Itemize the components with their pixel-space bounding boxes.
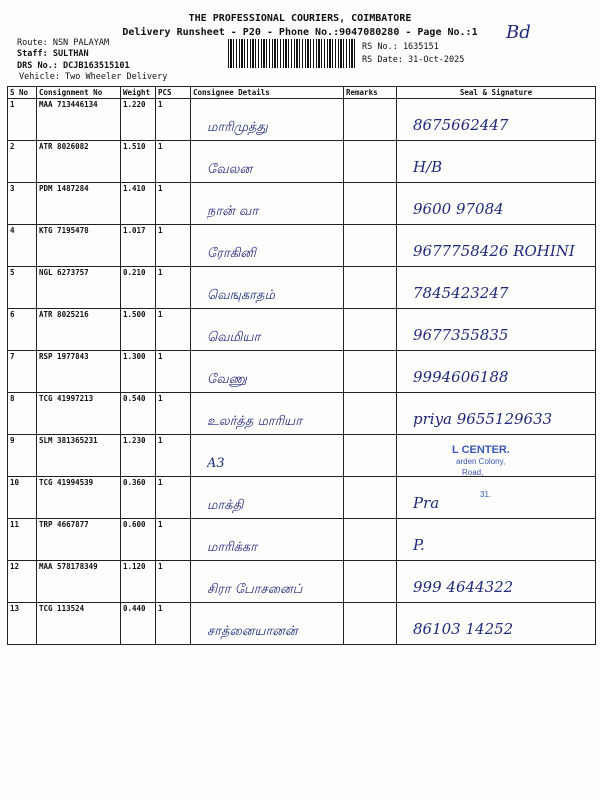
handwritten-signature: 9677758426 ROHINI [413, 242, 575, 260]
table-row [8, 351, 596, 393]
cell-signature [397, 99, 596, 141]
table-header-row [8, 87, 596, 99]
cell-weight: 1.510 [121, 141, 156, 183]
cell-pcs: 1 [156, 141, 191, 183]
cell-weight: 1.220 [121, 99, 156, 141]
handwritten-consignee: ரோகினி [207, 246, 256, 261]
table-row [8, 519, 596, 561]
cell-consignment: TCG 113524 [37, 603, 121, 645]
cell-weight: 1.410 [121, 183, 156, 225]
cell-consignee [191, 225, 344, 267]
handwritten-consignee: வெஙுகாதம் [207, 288, 275, 303]
cell-signature [397, 183, 596, 225]
cell-weight: 1.300 [121, 351, 156, 393]
table-row [8, 603, 596, 645]
handwritten-consignee: A3 [207, 456, 225, 471]
cell-signature [397, 519, 596, 561]
cell-sno: 7 [8, 351, 37, 393]
handwritten-signature: P. [413, 536, 425, 554]
cell-sno: 4 [8, 225, 37, 267]
cell-remarks [344, 393, 397, 435]
rs-date: RS Date: 31-Oct-2025 [362, 55, 465, 65]
cell-signature [397, 561, 596, 603]
cell-consignment: ATR 8025216 [37, 309, 121, 351]
handwritten-signature: Pra [413, 494, 440, 512]
cell-weight: 1.017 [121, 225, 156, 267]
col-weight: Weight [121, 87, 156, 99]
cell-consignee [191, 603, 344, 645]
cell-sno: 8 [8, 393, 37, 435]
cell-weight: 0.360 [121, 477, 156, 519]
cell-remarks [344, 519, 397, 561]
handwritten-consignee: மாரிக்கா [207, 540, 258, 555]
cell-signature [397, 267, 596, 309]
company-name: THE PROFESSIONAL COURIERS, COIMBATORE [188, 13, 412, 24]
cell-sno: 3 [8, 183, 37, 225]
table-row [8, 393, 596, 435]
cell-weight: 1.230 [121, 435, 156, 477]
col-sno: S No [8, 87, 37, 99]
cell-signature [397, 603, 596, 645]
cell-consignment: ATR 8026082 [37, 141, 121, 183]
table-row [8, 477, 596, 519]
table-body [8, 99, 596, 645]
cell-consignee [191, 183, 344, 225]
handwritten-consignee: வெமியா [207, 330, 261, 345]
cell-weight: 0.210 [121, 267, 156, 309]
runsheet-subtitle: Delivery Runsheet - P20 - Phone No.:9047080280 - Page No.:1 [122, 27, 478, 38]
cell-pcs: 1 [156, 561, 191, 603]
cell-sno: 6 [8, 309, 37, 351]
cell-pcs: 1 [156, 393, 191, 435]
cell-remarks [344, 477, 397, 519]
handwritten-consignee: வேலன [207, 162, 253, 177]
handwritten-signature: priya 9655129633 [413, 410, 553, 428]
table-row [8, 99, 596, 141]
handwritten-consignee: வேணு [207, 372, 247, 387]
cell-signature [397, 309, 596, 351]
cell-weight: 0.540 [121, 393, 156, 435]
barcode [228, 39, 356, 68]
cell-sno: 2 [8, 141, 37, 183]
cell-pcs: 1 [156, 477, 191, 519]
cell-consignee [191, 141, 344, 183]
col-pcs: PCS [156, 87, 191, 99]
cell-consignment: MAA 713446134 [37, 99, 121, 141]
table-row [8, 141, 596, 183]
cell-remarks [344, 603, 397, 645]
cell-consignee [191, 561, 344, 603]
cell-consignee [191, 435, 344, 477]
table-row [8, 183, 596, 225]
handwritten-signature: 86103 14252 [413, 620, 514, 638]
cell-consignment: TRP 4667877 [37, 519, 121, 561]
cell-pcs: 1 [156, 519, 191, 561]
cell-signature [397, 351, 596, 393]
cell-consignee [191, 351, 344, 393]
stamp-line-2: arden Colony, [456, 457, 506, 466]
staff-label: Staff: SULTHAN [17, 49, 89, 59]
cell-consignment: PDM 1487284 [37, 183, 121, 225]
cell-pcs: 1 [156, 603, 191, 645]
handwritten-consignee: சாத்னையானன் [207, 624, 298, 639]
cell-pcs: 1 [156, 435, 191, 477]
cell-remarks [344, 99, 397, 141]
cell-weight: 1.500 [121, 309, 156, 351]
cell-signature [397, 225, 596, 267]
cell-signature [397, 393, 596, 435]
cell-sno: 9 [8, 435, 37, 477]
cell-consignee [191, 477, 344, 519]
cell-consignment: RSP 1977843 [37, 351, 121, 393]
cell-sno: 10 [8, 477, 37, 519]
cell-pcs: 1 [156, 99, 191, 141]
table-row [8, 267, 596, 309]
cell-remarks [344, 183, 397, 225]
handwritten-signature: 9677355835 [413, 326, 509, 344]
cell-remarks [344, 141, 397, 183]
col-signature: Seal & Signature [397, 87, 596, 99]
stamp-line-3: Road, [462, 468, 484, 477]
cell-remarks [344, 435, 397, 477]
cell-remarks [344, 267, 397, 309]
cell-consignee [191, 393, 344, 435]
stamp-line-4: 31. [480, 490, 492, 499]
runsheet-table [7, 86, 596, 645]
cell-remarks [344, 351, 397, 393]
handwritten-signature: 8675662447 [413, 116, 509, 134]
drs-label: DRS No.: DCJB163515101 [17, 61, 130, 71]
cell-consignment: NGL 6273757 [37, 267, 121, 309]
handwritten-consignee: சிரா போசனைப் [207, 582, 303, 597]
col-remarks: Remarks [344, 87, 397, 99]
cell-consignee [191, 519, 344, 561]
cell-sno: 5 [8, 267, 37, 309]
cell-consignee [191, 309, 344, 351]
cell-remarks [344, 309, 397, 351]
cell-consignee [191, 267, 344, 309]
cell-pcs: 1 [156, 267, 191, 309]
cell-pcs: 1 [156, 309, 191, 351]
cell-consignment: TCG 41997213 [37, 393, 121, 435]
col-consignment: Consignment No [37, 87, 121, 99]
handwritten-consignee: மாக்தி [207, 498, 244, 513]
cell-remarks [344, 225, 397, 267]
handwritten-signature: 9600 97084 [413, 200, 504, 218]
rs-number: RS No.: 1635151 [362, 42, 439, 52]
cell-weight: 0.600 [121, 519, 156, 561]
route-label: Route: NSN PALAYAM [17, 38, 110, 48]
cell-remarks [344, 561, 397, 603]
stamp-line-1: L CENTER. [452, 444, 510, 456]
cell-sno: 11 [8, 519, 37, 561]
col-consignee: Consignee Details [191, 87, 344, 99]
table-row [8, 225, 596, 267]
cell-consignee [191, 99, 344, 141]
handwritten-consignee: மாரிமுத்து [207, 120, 268, 135]
cell-weight: 1.120 [121, 561, 156, 603]
handwritten-signature: 9994606188 [413, 368, 509, 386]
cell-consignment: SLM 381365231 [37, 435, 121, 477]
cell-signature [397, 141, 596, 183]
cell-pcs: 1 [156, 225, 191, 267]
table-row [8, 561, 596, 603]
table-row [8, 309, 596, 351]
vehicle-label: Vehicle: Two Wheeler Delivery [19, 72, 168, 82]
cell-consignment: TCG 41994539 [37, 477, 121, 519]
cell-sno: 12 [8, 561, 37, 603]
cell-signature [397, 477, 596, 519]
initials-signature: Bd [506, 22, 531, 43]
cell-consignment: MAA 578178349 [37, 561, 121, 603]
handwritten-consignee: நான் வா [207, 204, 259, 219]
cell-weight: 0.440 [121, 603, 156, 645]
cell-pcs: 1 [156, 351, 191, 393]
cell-sno: 1 [8, 99, 37, 141]
cell-consignment: KTG 7195478 [37, 225, 121, 267]
handwritten-signature: 7845423247 [413, 284, 509, 302]
handwritten-signature: H/B [413, 158, 443, 176]
handwritten-consignee: உலர்த்த மாரியா [207, 414, 302, 429]
cell-pcs: 1 [156, 183, 191, 225]
cell-sno: 13 [8, 603, 37, 645]
handwritten-signature: 999 4644322 [413, 578, 514, 596]
